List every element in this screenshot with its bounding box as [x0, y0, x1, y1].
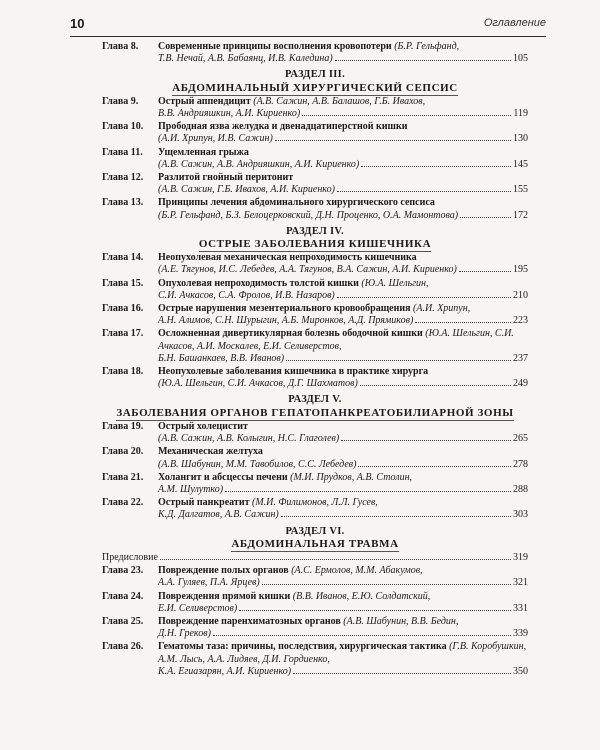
chapter-authors: (Б.Р. Гельфанд, [394, 41, 460, 52]
chapter-entry[interactable] [102, 565, 528, 589]
chapter-title: Неопухолевая механическая непроходимость кишечника [158, 252, 417, 264]
chapter-entry[interactable] [102, 147, 528, 171]
chapter-label: Глава 10. [102, 121, 144, 133]
chapter-page: 130 [513, 133, 528, 145]
chapter-heading-line [158, 303, 528, 315]
chapter-title: Повреждения прямой кишки [158, 590, 291, 602]
chapter-label: Глава 21. [102, 471, 144, 483]
dot-leader [337, 191, 511, 192]
chapter-authors: (А.С. Ермолов, М.М. Абакумов, [291, 565, 423, 577]
chapter-authors: (М.И. Филимонов, Л.Л. Гусев, [252, 497, 378, 509]
chapter-page: 350 [513, 665, 528, 677]
chapter-authors: (Ю.А. Шельгин, С.И. Ачкасов, А.И. Москалев, Е.И. Селиверстов, [158, 328, 514, 352]
chapter-entry[interactable] [102, 616, 528, 640]
page-number: 10 [70, 16, 85, 31]
chapter-heading-line [158, 446, 528, 458]
table-of-contents [102, 40, 528, 678]
chapter-heading-line [158, 121, 528, 133]
chapter-authors: (А.В. Сажин, А.В. Колыгин, Н.С. Глаголев) [158, 433, 340, 445]
chapter-label: Глава 12. [102, 172, 144, 184]
chapter-page-line [158, 603, 528, 615]
chapter-page: 195 [513, 264, 528, 276]
chapter-title: Холангит и абсцессы печени [158, 471, 288, 483]
chapter-authors: (А.В. Шабунин, М.М. Тавобилов, С.С. Лебедев) [158, 458, 357, 470]
chapter-title: Прободная язва желудка и двенадцатиперстной кишки [158, 121, 408, 133]
chapter-label: Глава 13. [102, 197, 144, 209]
chapter-page: 321 [513, 577, 528, 589]
chapter-entry[interactable] [102, 197, 528, 221]
chapter-page: 288 [513, 483, 528, 495]
chapter-title: Принципы лечения абдоминального хирургического сепсиса [158, 197, 435, 209]
chapter-title: Механическая желтуха [158, 446, 263, 458]
chapter-authors: (Ю.А. Шельгин, [361, 277, 429, 289]
chapter-title: Острый панкреатит [158, 497, 250, 509]
section-heading [102, 394, 528, 419]
chapter-label: Глава 19. [102, 420, 144, 432]
chapter-page-line [158, 133, 528, 145]
chapter-label: Глава 20. [102, 446, 144, 458]
chapter-heading-line [158, 328, 528, 352]
chapter-page-line [158, 315, 528, 327]
chapter-heading-line [158, 172, 528, 184]
chapter-page-line [158, 53, 528, 65]
chapter-authors: Б.Н. Башанкаев, В.В. Иванов) [158, 352, 285, 364]
chapter-page: 145 [513, 158, 528, 170]
chapter-page-line [158, 378, 528, 390]
chapter-authors: (А.Е. Тягунов, И.С. Лебедев, А.А. Тягунов, В.А. Сажин, А.И. Кириенко) [158, 264, 457, 276]
chapter-heading-line [158, 616, 528, 628]
section-number: РАЗДЕЛ VI. [285, 525, 345, 537]
chapter-page-line [158, 159, 528, 171]
chapter-authors: Т.В. Нечай, А.В. Бабаянц, И.В. Каледина) [158, 53, 333, 65]
chapter-heading-line [158, 472, 528, 484]
chapter-entry[interactable] [102, 121, 528, 145]
chapter-page-line [158, 184, 528, 196]
section-title: АБДОМИНАЛЬНАЯ ТРАВМА [231, 537, 399, 550]
preface-page: 319 [513, 551, 528, 563]
chapter-authors: (А.В. Сажин, Г.Б. Ивахов, А.И. Кириенко) [158, 184, 335, 196]
chapter-authors: А.А. Гуляев, П.А. Ярцев) [158, 577, 260, 589]
chapter-title: Острый аппендицит [158, 95, 251, 107]
chapter-entry[interactable] [102, 366, 528, 390]
chapter-authors: (Ю.А. Шельгин, С.И. Ачкасов, Д.Г. Шахматов) [158, 378, 358, 390]
chapter-page-line [158, 264, 528, 276]
chapter-heading-line [158, 252, 528, 264]
dot-leader [361, 166, 511, 167]
chapter-label: Глава 26. [102, 641, 144, 653]
chapter-page: 265 [513, 433, 528, 445]
chapter-page-line [158, 433, 528, 445]
chapter-heading-line [158, 197, 528, 209]
dot-leader [302, 115, 511, 116]
chapter-page-line [158, 108, 528, 120]
section-heading [102, 526, 528, 551]
chapter-entry[interactable] [102, 252, 528, 276]
chapter-title: Острые нарушения мезентериального кровообращения [158, 303, 411, 315]
dot-leader [239, 610, 511, 611]
chapter-page-line [158, 459, 528, 471]
chapter-page: 223 [513, 315, 528, 327]
chapter-entry[interactable] [102, 591, 528, 615]
chapter-authors: С.И. Ачкасов, С.А. Фролов, И.В. Назаров) [158, 289, 335, 301]
chapter-title: Острый холецистит [158, 420, 248, 432]
chapter-label: Глава 24. [102, 590, 144, 602]
chapter-authors: В.В. Андрияшкин, А.И. Кириенко) [158, 108, 301, 120]
chapter-entry[interactable] [102, 421, 528, 445]
chapter-label: Глава 17. [102, 328, 144, 340]
chapter-title: Неопухолевые заболевания кишечника в практике хирурга [158, 366, 429, 378]
dot-leader [360, 385, 511, 386]
dot-leader [293, 673, 511, 674]
chapter-page-line [158, 628, 528, 640]
section-number: РАЗДЕЛ IV. [286, 225, 344, 237]
chapter-page: 105 [513, 53, 528, 65]
chapter-authors: (В.В. Иванов, Е.Ю. Солдатский, [292, 590, 431, 602]
chapter-entry[interactable] [102, 41, 528, 65]
chapter-page-line [158, 210, 528, 222]
chapter-page: 172 [513, 209, 528, 221]
dot-leader [335, 60, 511, 61]
dot-leader [275, 140, 511, 141]
chapter-authors: (Б.Р. Гельфанд, Б.З. Белоцерковский, Д.Н. Проценко, О.А. Мамонтова) [158, 209, 459, 221]
dot-leader [358, 466, 511, 467]
chapter-entry[interactable] [102, 641, 528, 678]
chapter-authors: (А.В. Сажин, А.В. Андрияшкин, А.И. Кириенко) [158, 158, 360, 170]
chapter-page: 249 [513, 378, 528, 390]
chapter-heading-line [158, 41, 528, 53]
dot-leader [286, 360, 511, 361]
chapter-entry[interactable] [102, 446, 528, 470]
chapter-authors: Д.Н. Греков) [158, 628, 211, 640]
chapter-entry[interactable] [102, 497, 528, 521]
chapter-entry[interactable] [102, 172, 528, 196]
chapter-page-line [158, 509, 528, 521]
chapter-authors: (А.И. Хрипун, [413, 303, 471, 315]
preface-label: Предисловие [102, 551, 158, 563]
dot-leader [337, 297, 511, 298]
chapter-label: Глава 23. [102, 565, 144, 577]
chapter-title: Гематомы таза: причины, последствия, хирургическая тактика [158, 641, 447, 653]
chapter-label: Глава 15. [102, 277, 144, 289]
running-header [70, 14, 546, 37]
chapter-page-line [158, 484, 528, 496]
chapter-entry[interactable] [102, 328, 528, 365]
chapter-page: 210 [513, 289, 528, 301]
chapter-authors: К.А. Егиазарян, А.И. Кириенко) [158, 665, 292, 677]
chapter-heading-line [158, 147, 528, 159]
chapter-title: Ущемленная грыжа [158, 146, 249, 158]
chapter-authors: (М.И. Прудков, А.В. Столин, [290, 471, 413, 483]
running-title: Оглавление [483, 17, 546, 29]
chapter-page: 155 [513, 184, 528, 196]
chapter-page: 331 [513, 602, 528, 614]
chapter-authors: (А.В. Шабунин, В.В. Бедин, [343, 615, 459, 627]
dot-leader [460, 217, 511, 218]
chapter-title: Осложненная дивертикулярная болезнь ободочной кишки [158, 328, 423, 340]
chapter-authors: (А.В. Сажин, А.В. Балашов, Г.Б. Ивахов, [253, 95, 426, 107]
chapter-authors: Е.И. Селиверстов) [158, 602, 238, 614]
chapter-page: 278 [513, 458, 528, 470]
chapter-page-line [158, 290, 528, 302]
chapter-page-line [158, 577, 528, 589]
chapter-page-line [158, 666, 528, 678]
dot-leader [415, 322, 511, 323]
section-title: АБДОМИНАЛЬНЫЙ ХИРУРГИЧЕСКИЙ СЕПСИС [172, 81, 458, 94]
chapter-authors: К.Д. Далгатов, А.В. Сажин) [158, 509, 279, 521]
chapter-entry[interactable] [102, 472, 528, 496]
chapter-heading-line [158, 591, 528, 603]
chapter-title: Опухолевая непроходимость толстой кишки [158, 277, 359, 289]
chapter-page: 303 [513, 509, 528, 521]
chapter-entry[interactable] [102, 278, 528, 302]
chapter-entry[interactable] [102, 303, 528, 327]
dot-leader [341, 440, 511, 441]
chapter-label: Глава 22. [102, 497, 144, 509]
dot-leader [281, 516, 511, 517]
section-number: РАЗДЕЛ V. [288, 394, 342, 406]
chapter-title: Повреждение полых органов [158, 565, 289, 577]
chapter-title: Разлитой гнойный перитонит [158, 172, 294, 184]
chapter-label: Глава 11. [102, 146, 143, 158]
chapter-entry[interactable] [102, 96, 528, 120]
chapter-heading-line [158, 278, 528, 290]
chapter-title: Современные принципы восполнения кровопотери [158, 41, 392, 52]
chapter-authors: (А.И. Хрипун, И.В. Сажин) [158, 133, 273, 145]
chapter-heading-line [158, 421, 528, 433]
chapter-label: Глава 25. [102, 615, 144, 627]
chapter-heading-line [158, 96, 528, 108]
preface-entry[interactable] [102, 552, 528, 564]
chapter-page-line [158, 353, 528, 365]
chapter-label: Глава 8. [102, 41, 139, 52]
chapter-heading-line [158, 497, 528, 509]
chapter-label: Глава 16. [102, 303, 144, 315]
chapter-page: 237 [513, 352, 528, 364]
section-heading [102, 69, 528, 94]
dot-leader [262, 584, 511, 585]
chapter-page: 339 [513, 628, 528, 640]
chapter-label: Глава 9. [102, 95, 139, 107]
chapter-heading-line [158, 641, 528, 665]
dot-leader [225, 491, 511, 492]
chapter-heading-line [158, 366, 528, 378]
section-heading [102, 226, 528, 251]
chapter-page: 119 [513, 108, 528, 120]
chapter-label: Глава 18. [102, 366, 144, 378]
section-title: ОСТРЫЕ ЗАБОЛЕВАНИЯ КИШЕЧНИКА [198, 238, 432, 251]
chapter-label: Глава 14. [102, 252, 144, 264]
dot-leader [213, 635, 511, 636]
chapter-authors: А.М. Шулутко) [158, 483, 224, 495]
chapter-heading-line [158, 565, 528, 577]
section-title: ЗАБОЛЕВАНИЯ ОРГАНОВ ГЕПАТОПАНКРЕАТОБИЛИАРНОЙ ЗОНЫ [116, 406, 514, 419]
chapter-authors: (Г.В. Коробушкин, А.М. Лысь, А.А. Лидяев, Д.И. Гордиенко, [158, 641, 527, 665]
dot-leader [160, 559, 511, 560]
dot-leader [459, 271, 511, 272]
chapter-authors: А.Н. Алимов, С.Н. Шурыгин, А.Б. Миронков, А.Д. Прямиков) [158, 315, 414, 327]
section-number: РАЗДЕЛ III. [284, 69, 345, 81]
chapter-title: Повреждение паренхиматозных органов [158, 615, 341, 627]
